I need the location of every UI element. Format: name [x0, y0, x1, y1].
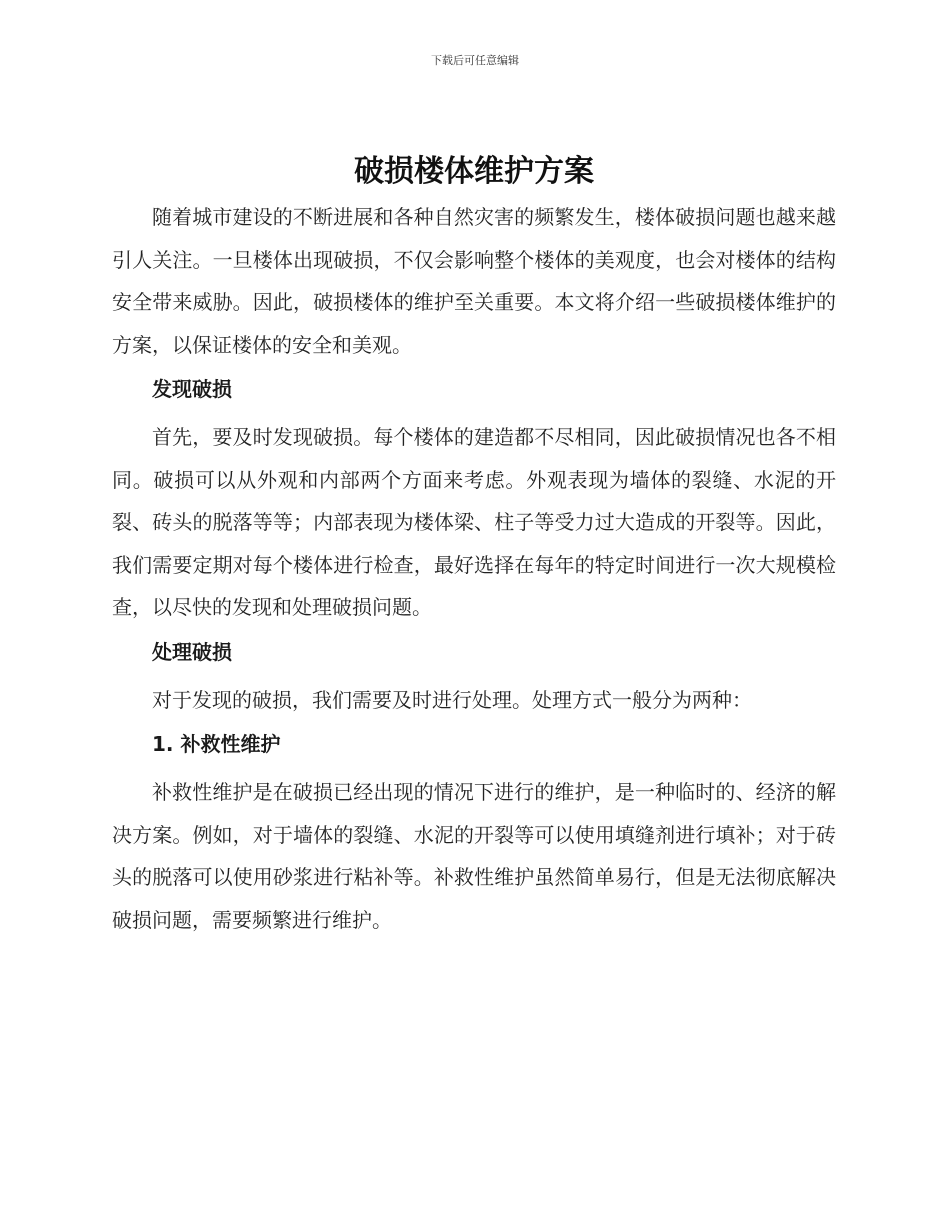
- section-heading-handle: 处理破损: [152, 639, 232, 664]
- document-title: 破损楼体维护方案: [354, 154, 594, 189]
- handle-paragraph: 对于发现的破损，我们需要及时进行处理。处理方式一般分为两种：: [152, 687, 752, 712]
- subsection-heading-remedial: 1. 补救性维护: [152, 732, 281, 756]
- remedial-paragraph: 补救性维护是在破损已经出现的情况下进行的维护，是一种临时的、经济的解决方案。例如，对于墙体的裂缝、水泥的开裂等可以使用填缝剂进行填补；对于砖头的脱落可以使用砂浆进行粘补等。补救性维护虽然简单易行，但是无法彻底解决破损问题，需要频繁进行维护。: [112, 780, 836, 932]
- intro-paragraph: 随着城市建设的不断进展和各种自然灾害的频繁发生，楼体破损问题也越来越引人关注。一旦楼体出现破损，不仅会影响整个楼体的美观度，也会对楼体的结构安全带来威胁。因此，破损楼体的维护至关重要。本文将介绍一些破损楼体维护的方案，以保证楼体的安全和美观。: [112, 205, 836, 357]
- discover-paragraph: 首先，要及时发现破损。每个楼体的建造都不尽相同，因此破损情况也各不相同。破损可以从外观和内部两个方面来考虑。外观表现为墙体的裂缝、水泥的开裂、砖头的脱落等等；内部表现为楼体梁、柱子等受力过大造成的开裂等。因此，我们需要定期对每个楼体进行检查，最好选择在每年的特定时间进行一次大规模检查，以尽快的发现和处理破损问题。: [112, 425, 836, 619]
- section-heading-discover: 发现破损: [152, 377, 232, 401]
- document-body: [112, 148, 836, 941]
- header-note: 下载后可任意编辑: [431, 54, 519, 67]
